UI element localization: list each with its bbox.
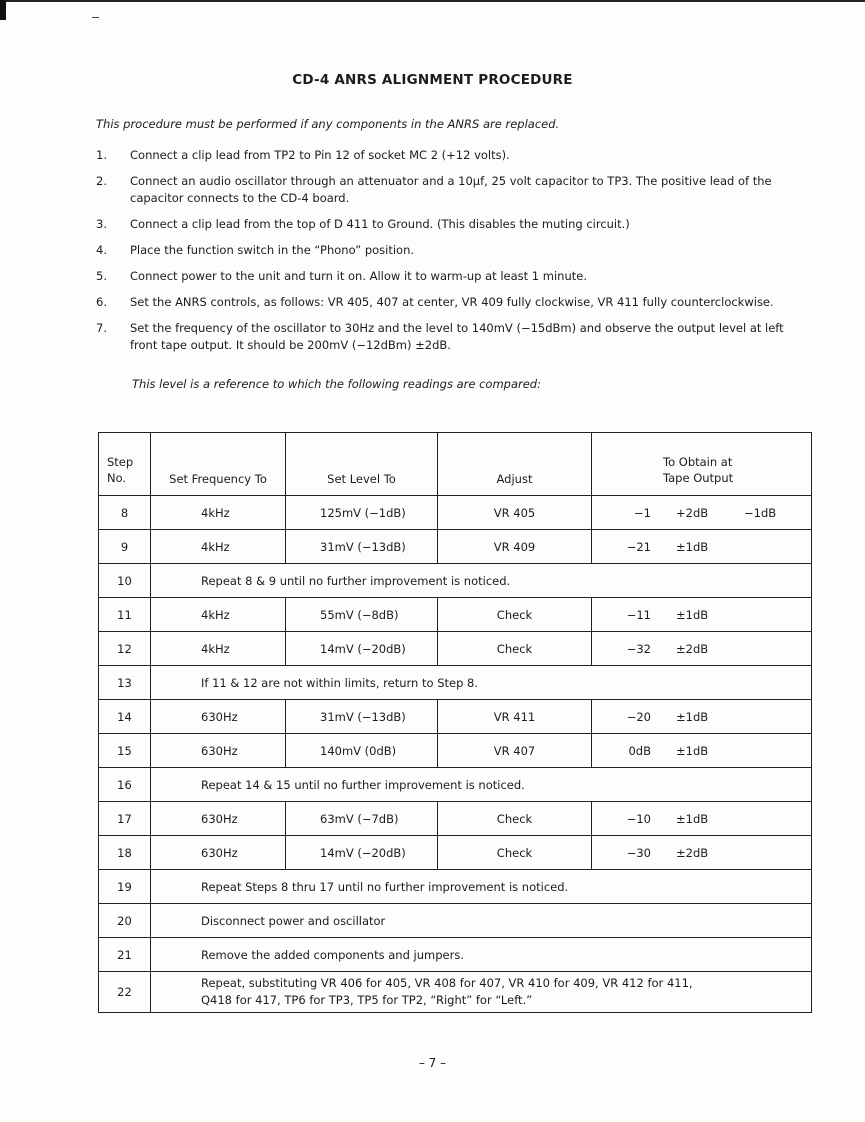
output-cell xyxy=(592,496,812,530)
adjust-cell: VR 409 xyxy=(438,530,592,564)
instruction-cell: If 11 & 12 are not within limits, return to Step 8. xyxy=(151,666,812,700)
step-text: Set the frequency of the oscillator to 30Hz and the level to 140mV (−15dBm) and observe the output level at left front tape output. It should be 200mV (−12dBm) ±2dB. xyxy=(130,321,784,352)
instruction-cell: Repeat 14 & 15 until no further improvement is noticed. xyxy=(151,768,812,802)
output-value-o1: 0dB xyxy=(628,743,651,758)
header-frequency: Set Frequency To xyxy=(151,433,286,496)
instruction-cell: Repeat 8 & 9 until no further improvement is noticed. xyxy=(151,564,812,598)
output-value-o1: −32 xyxy=(626,641,651,656)
output-cell xyxy=(592,530,812,564)
level-cell: 31mV (−13dB) xyxy=(286,530,438,564)
frequency-cell: 630Hz xyxy=(151,734,286,768)
step-number: 6. xyxy=(96,295,107,309)
level-cell: 125mV (−1dB) xyxy=(286,496,438,530)
table-row xyxy=(99,530,812,564)
instruction-cell: Disconnect power and oscillator xyxy=(151,904,812,938)
procedure-step xyxy=(96,294,806,311)
header-level: Set Level To xyxy=(286,433,438,496)
corner-mark xyxy=(0,0,6,20)
step-cell: 17 xyxy=(99,802,151,836)
procedure-step xyxy=(96,268,806,285)
instruction-cell: Repeat Steps 8 thru 17 until no further improvement is noticed. xyxy=(151,870,812,904)
procedure-step xyxy=(96,216,806,233)
output-cell xyxy=(592,802,812,836)
table-header-row xyxy=(99,433,812,496)
output-value-o1: −30 xyxy=(626,845,651,860)
header-step-label: Step No. xyxy=(107,455,134,485)
table-row xyxy=(99,496,812,530)
frequency-cell: 630Hz xyxy=(151,700,286,734)
instruction-cell: Remove the added components and jumpers. xyxy=(151,938,812,972)
table-row xyxy=(99,632,812,666)
table-row xyxy=(99,564,812,598)
step-text: Set the ANRS controls, as follows: VR 405, 407 at center, VR 409 fully clockwise, VR 411 fully counterclockwise. xyxy=(130,295,774,309)
step-cell: 18 xyxy=(99,836,151,870)
frequency-cell: 4kHz xyxy=(151,632,286,666)
output-value-o1: −10 xyxy=(626,811,651,826)
level-cell: 14mV (−20dB) xyxy=(286,836,438,870)
step-cell: 20 xyxy=(99,904,151,938)
level-cell: 55mV (−8dB) xyxy=(286,598,438,632)
output-value-o1: −1 xyxy=(634,505,651,520)
table-row xyxy=(99,972,812,1013)
step-cell: 12 xyxy=(99,632,151,666)
output-cell xyxy=(592,700,812,734)
frequency-cell: 4kHz xyxy=(151,530,286,564)
level-cell: 31mV (−13dB) xyxy=(286,700,438,734)
output-value-o3: −1dB xyxy=(744,505,777,520)
table-row xyxy=(99,870,812,904)
table-row xyxy=(99,938,812,972)
output-value-o2: ±1dB xyxy=(676,743,709,758)
table-row xyxy=(99,904,812,938)
procedure-step xyxy=(96,320,806,354)
step-cell: 8 xyxy=(99,496,151,530)
step-cell: 21 xyxy=(99,938,151,972)
output-value-o2: ±2dB xyxy=(676,641,709,656)
step-text: Connect an audio oscillator through an attenuator and a 10μf, 25 volt capacitor to TP3. The positive lead of the capacitor connects to the CD-4 board. xyxy=(130,174,772,205)
step-number: 4. xyxy=(96,243,107,257)
step-number: 3. xyxy=(96,217,107,231)
header-step xyxy=(99,433,151,496)
page-number: – 7 – xyxy=(418,1056,447,1070)
step-number: 7. xyxy=(96,321,107,335)
procedure-steps xyxy=(96,147,806,363)
adjust-cell: VR 411 xyxy=(438,700,592,734)
reference-note: This level is a reference to which the following readings are compared: xyxy=(132,377,541,391)
step-cell: 11 xyxy=(99,598,151,632)
step-cell: 14 xyxy=(99,700,151,734)
intro-text: This procedure must be performed if any components in the ANRS are replaced. xyxy=(96,117,560,131)
procedure-step xyxy=(96,242,806,259)
output-cell xyxy=(592,836,812,870)
alignment-table xyxy=(98,432,812,1013)
page-title: CD-4 ANRS ALIGNMENT PROCEDURE xyxy=(292,72,573,88)
output-value-o2: ±1dB xyxy=(676,709,709,724)
adjust-cell: VR 407 xyxy=(438,734,592,768)
adjust-cell: Check xyxy=(438,632,592,666)
table-row xyxy=(99,700,812,734)
level-cell: 140mV (0dB) xyxy=(286,734,438,768)
table-row xyxy=(99,734,812,768)
step-text: Connect power to the unit and turn it on. Allow it to warm-up at least 1 minute. xyxy=(130,269,587,283)
output-value-o1: −11 xyxy=(626,607,651,622)
procedure-step xyxy=(96,147,806,164)
adjust-cell: Check xyxy=(438,598,592,632)
frequency-cell: 4kHz xyxy=(151,598,286,632)
output-value-o2: ±2dB xyxy=(676,845,709,860)
adjust-cell: Check xyxy=(438,836,592,870)
frequency-cell: 4kHz xyxy=(151,496,286,530)
table-row xyxy=(99,598,812,632)
step-cell: 16 xyxy=(99,768,151,802)
step-cell: 22 xyxy=(99,972,151,1013)
table-row xyxy=(99,802,812,836)
output-value-o1: −21 xyxy=(626,539,651,554)
step-number: 5. xyxy=(96,269,107,283)
frequency-cell: 630Hz xyxy=(151,836,286,870)
table-row xyxy=(99,666,812,700)
level-cell: 63mV (−7dB) xyxy=(286,802,438,836)
output-value-o2: ±1dB xyxy=(676,539,709,554)
output-value-o2: +2dB xyxy=(676,505,709,520)
instruction-cell: Repeat, substituting VR 406 for 405, VR 408 for 407, VR 410 for 409, VR 412 for 411, Q418 for 417, TP6 for TP3, TP5 for TP2, “Right” for “Left.” xyxy=(151,972,812,1013)
table-row xyxy=(99,836,812,870)
page-top-rule xyxy=(0,0,865,2)
step-number: 1. xyxy=(96,148,107,162)
step-text: Place the function switch in the “Phono” position. xyxy=(130,243,415,257)
header-adjust: Adjust xyxy=(438,433,592,496)
adjust-cell: VR 405 xyxy=(438,496,592,530)
step-cell: 10 xyxy=(99,564,151,598)
level-cell: 14mV (−20dB) xyxy=(286,632,438,666)
output-cell xyxy=(592,598,812,632)
step-cell: 15 xyxy=(99,734,151,768)
header-output xyxy=(592,433,812,496)
output-cell xyxy=(592,632,812,666)
output-value-o1: −20 xyxy=(626,709,651,724)
frequency-cell: 630Hz xyxy=(151,802,286,836)
scan-mark xyxy=(92,17,99,18)
output-value-o2: ±1dB xyxy=(676,607,709,622)
table-row xyxy=(99,768,812,802)
step-text: Connect a clip lead from TP2 to Pin 12 of socket MC 2 (+12 volts). xyxy=(130,148,510,162)
output-cell xyxy=(592,734,812,768)
step-cell: 19 xyxy=(99,870,151,904)
adjust-cell: Check xyxy=(438,802,592,836)
header-output-label: To Obtain at Tape Output xyxy=(663,455,734,485)
step-cell: 13 xyxy=(99,666,151,700)
output-value-o2: ±1dB xyxy=(676,811,709,826)
step-number: 2. xyxy=(96,174,107,188)
step-text: Connect a clip lead from the top of D 411 to Ground. (This disables the muting circuit.) xyxy=(130,217,630,231)
step-cell: 9 xyxy=(99,530,151,564)
procedure-step xyxy=(96,173,806,207)
table-body xyxy=(99,496,812,1013)
